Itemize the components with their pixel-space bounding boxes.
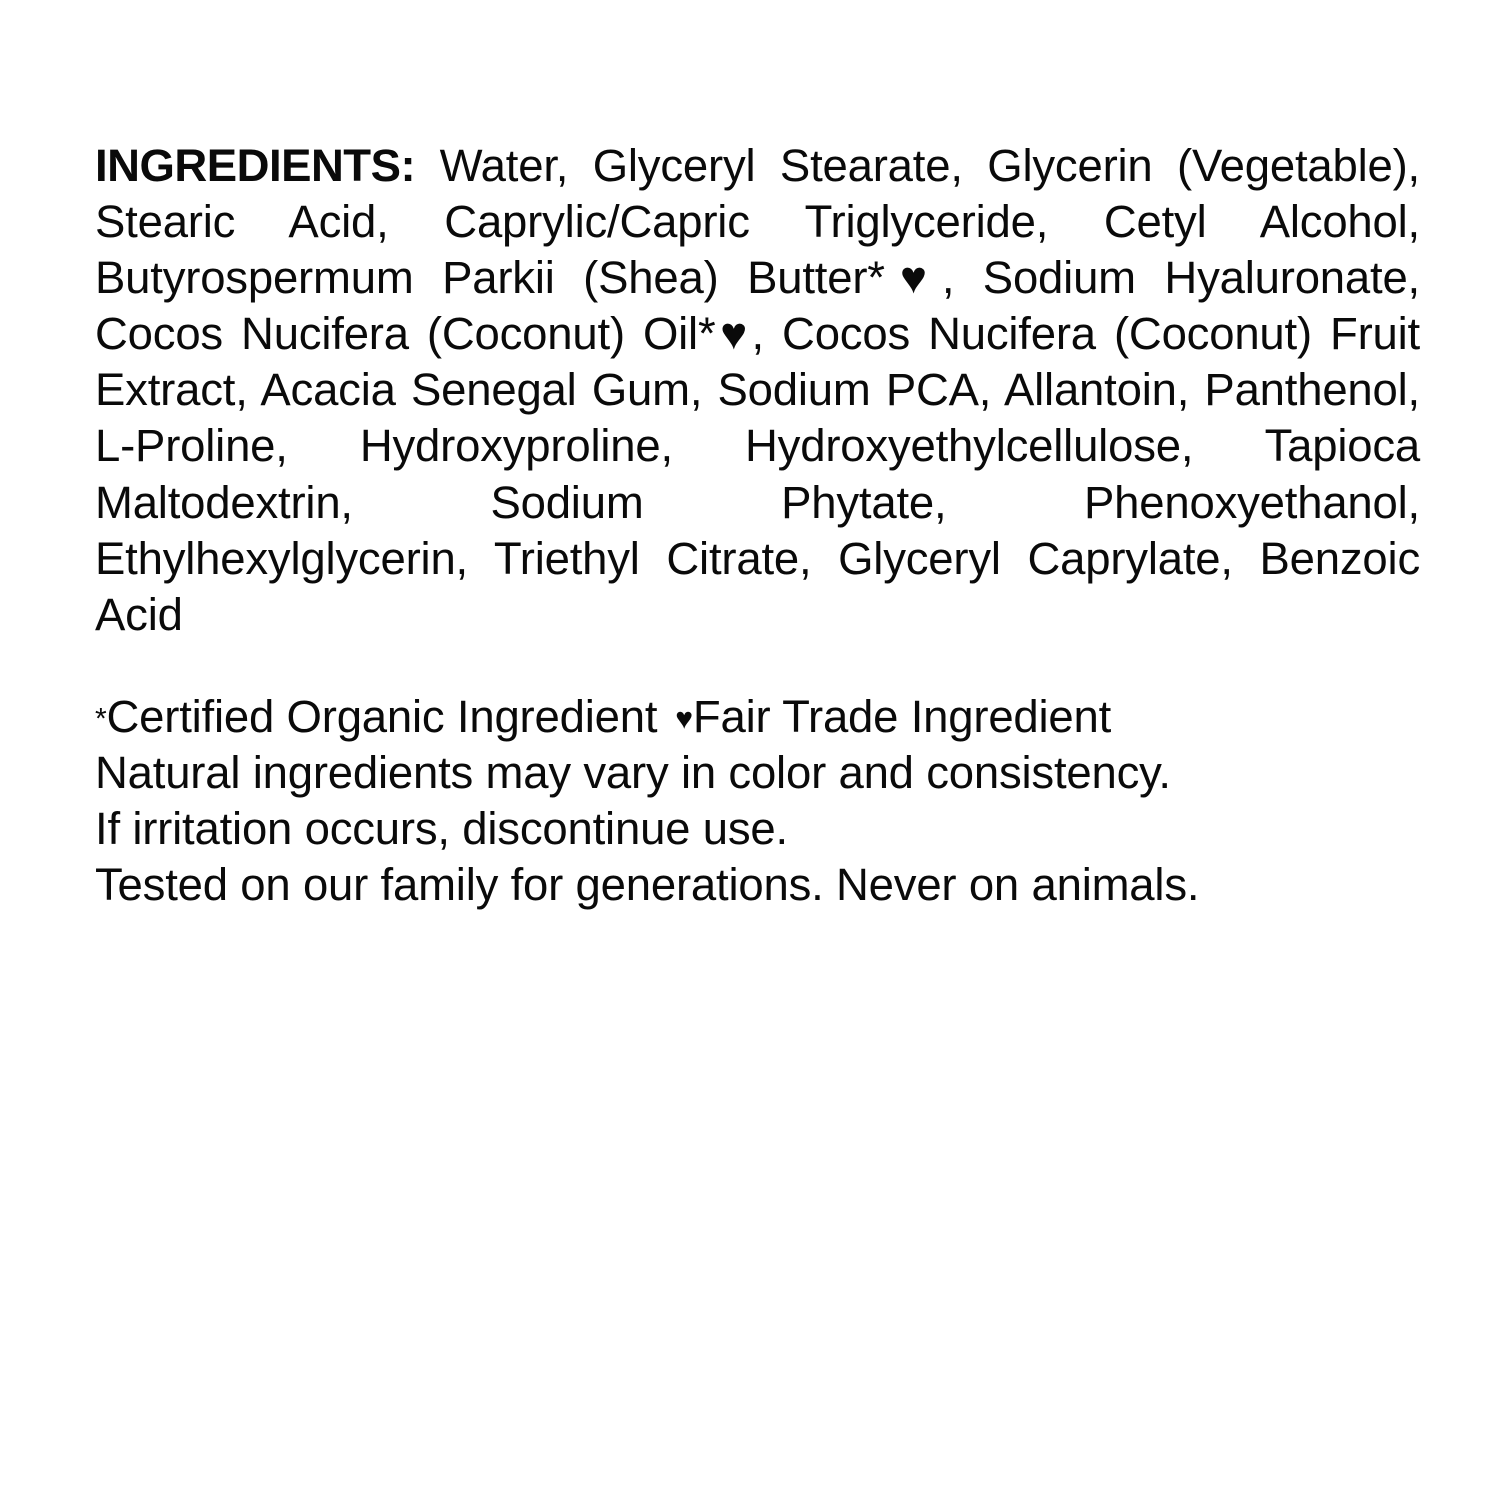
note-line-markers <box>95 689 1420 745</box>
organic-note-text: Certified Organic Ingredient <box>106 690 658 742</box>
fairtrade-note-text: Fair Trade Ingredient <box>692 690 1112 742</box>
note-line-variation: Natural ingredients may vary in color and consistency. <box>95 746 1171 798</box>
asterisk-icon: * <box>95 702 107 736</box>
ingredients-heading: INGREDIENTS: <box>95 139 416 191</box>
ingredients-label-panel <box>95 92 1420 913</box>
label-notes <box>95 689 1420 914</box>
ingredients-list-text: Water, Glyceryl Stearate, Glycerin (Vegetable), Stearic Acid, Caprylic/Capric Triglyceride, Cetyl Alcohol, Butyrospermum Parkii (Shea) Butter*♥, Sodium Hyaluronate, Cocos Nucifera (Coconut) Oil*♥, Cocos Nucifera (Coconut) Fruit Extract, Acacia Senegal Gum, Sodium PCA, Allantoin, Panthenol, L-Proline, Hydroxyproline, Hydroxyethylcellulose, Tapioca Maltodextrin, Sodium Phytate, Phenoxyethanol, Ethylhexylglycerin, Triethyl Citrate, Glyceryl Caprylate, Benzoic Acid <box>95 139 1420 640</box>
heart-icon: ♥ <box>675 702 693 736</box>
note-line-testing: Tested on our family for generations. Never on animals. <box>95 859 1200 911</box>
ingredients-paragraph <box>95 138 1420 644</box>
note-line-irritation: If irritation occurs, discontinue use. <box>95 803 788 855</box>
